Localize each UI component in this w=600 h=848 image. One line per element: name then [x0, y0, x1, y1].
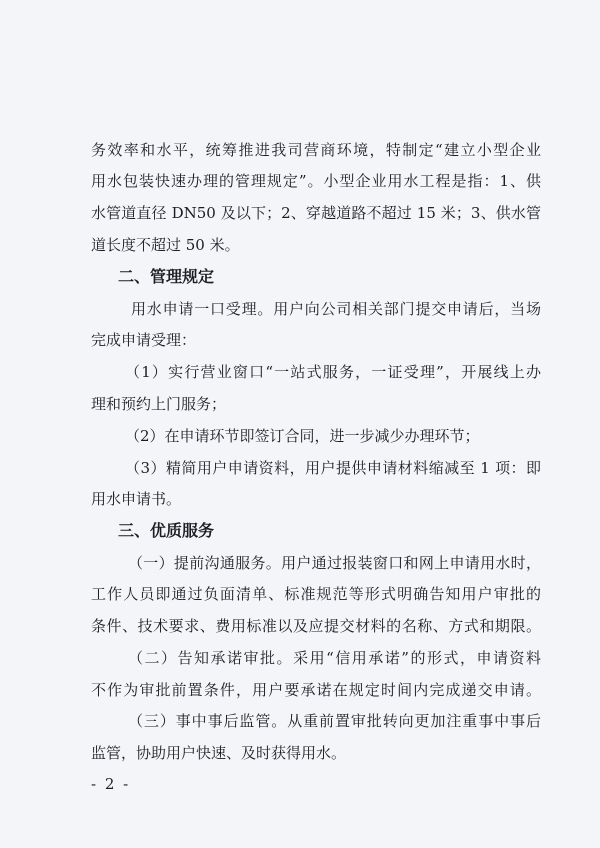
body-text-line: 监管，协助用户快速、及时获得用水。: [91, 744, 347, 762]
body-text-line: 工作人员即通过负面清单、标准规范等形式明确告知用户审批的: [91, 585, 541, 603]
page-number: - 2 -: [91, 775, 131, 793]
body-text-line: （一）提前沟通服务。用户通过报装窗口和网上申请用水时，: [128, 554, 541, 572]
body-text-line: （三）事中事后监管。从重前置审批转向更加注重事中事后: [128, 712, 541, 730]
body-text-line: （二）告知承诺审批。采用“信用承诺”的形式，申请资料: [128, 649, 541, 667]
body-text-line: （3）精简用户申请资料，用户提供申请材料缩减至 1 项：即: [125, 459, 541, 477]
body-text-line: 条件、技术要求、费用标准以及应提交材料的名称、方式和期限。: [91, 617, 541, 635]
body-text-line: 不作为审批前置条件，用户要承诺在规定时间内完成递交申请。: [91, 681, 541, 699]
section-heading-management: 二、管理规定: [118, 267, 215, 286]
body-text-line: 水管道直径 DN50 及以下；2、穿越道路不超过 15 米；3、供水管: [91, 204, 541, 222]
body-text-line: 用水申请一口受理。用户向公司相关部门提交申请后，当场: [131, 300, 541, 318]
body-text-line: 完成申请受理：: [91, 331, 197, 349]
body-text-line: 用水包装快速办理的管理规定”。小型企业用水工程是指：1、供: [91, 172, 541, 190]
body-text-line: 用水申请书。: [91, 490, 182, 508]
body-text-line: 务效率和水平，统筹推进我司营商环境，特制定“建立小型企业: [91, 141, 541, 159]
body-text-line: 理和预约上门服务；: [91, 395, 227, 413]
section-heading-service: 三、优质服务: [118, 521, 215, 540]
body-text-line: （1）实行营业窗口“一站式服务，一证受理”，开展线上办: [125, 363, 541, 381]
body-text-line: 道长度不超过 50 米。: [91, 236, 240, 254]
body-text-line: （2）在申请环节即签订合同，进一步减少办理环节；: [125, 427, 480, 445]
